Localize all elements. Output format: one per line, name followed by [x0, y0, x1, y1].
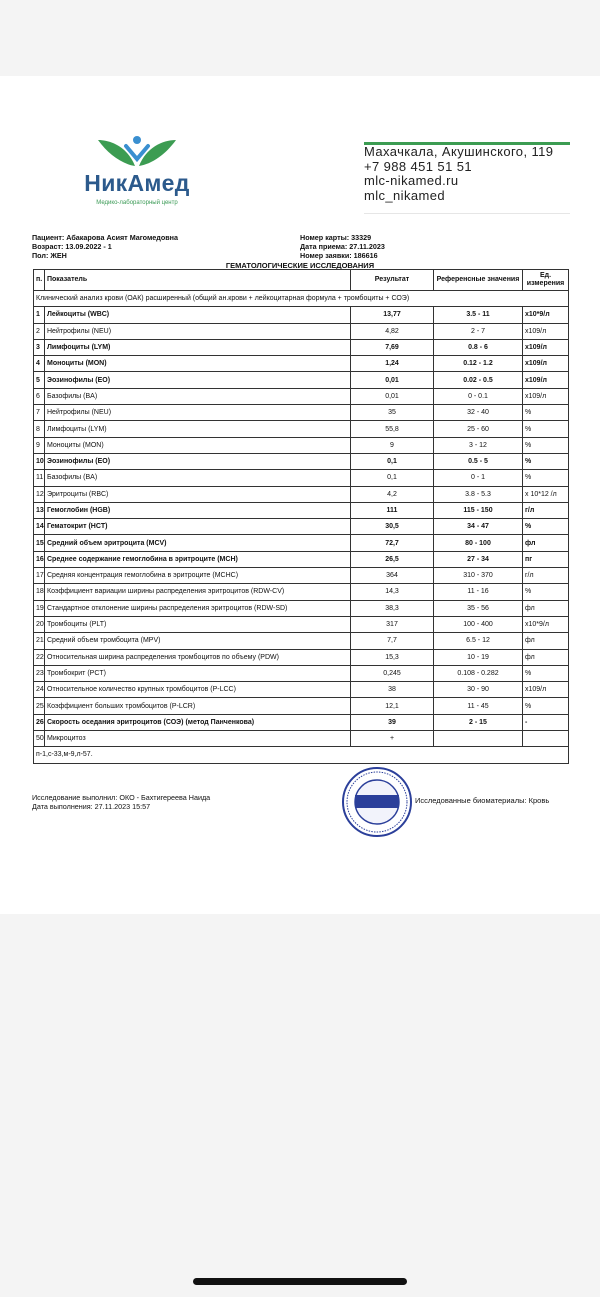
row-unit: % [523, 421, 569, 437]
table-row [34, 437, 569, 453]
row-name: Базофилы (BA) [45, 470, 351, 486]
brand-name: НикАмед [84, 170, 190, 196]
table-row [34, 372, 569, 388]
table-row [34, 731, 569, 747]
row-result: 9 [351, 437, 434, 453]
table-row [34, 633, 569, 649]
table-row [34, 568, 569, 584]
row-result: 0,01 [351, 388, 434, 404]
row-reference: 80 - 100 [434, 535, 523, 551]
row-name: Тромбоциты (PLT) [45, 616, 351, 632]
row-result: 12,1 [351, 698, 434, 714]
row-unit [523, 731, 569, 747]
group-row [34, 291, 569, 307]
patient-name: Пациент: Абакарова Асият Магомедовна [32, 233, 178, 242]
row-name: Моноциты (MON) [45, 437, 351, 453]
row-unit: x10*9/л [523, 616, 569, 632]
row-unit: x109/л [523, 339, 569, 355]
row-number: 6 [34, 388, 45, 404]
row-name: Стандартное отклонение ширины распределения эритроцитов (RDW-SD) [45, 600, 351, 616]
header-separator [364, 213, 570, 214]
row-name: Моноциты (MON) [45, 356, 351, 372]
table-row [34, 600, 569, 616]
row-unit: x109/л [523, 682, 569, 698]
patient-info [32, 233, 178, 261]
row-name: Тромбокрит (PCT) [45, 665, 351, 681]
row-result: 0,1 [351, 470, 434, 486]
table-row [34, 470, 569, 486]
row-reference: 0.5 - 5 [434, 453, 523, 469]
row-unit: % [523, 405, 569, 421]
patient-age: Возраст: 13.09.2022 - 1 [32, 242, 112, 252]
row-number: 24 [34, 682, 45, 698]
row-name: Микроцитоз [45, 731, 351, 747]
table-row [34, 584, 569, 600]
table-row [34, 421, 569, 437]
row-number: 21 [34, 633, 45, 649]
row-result: 111 [351, 502, 434, 518]
row-reference: 0 - 0.1 [434, 388, 523, 404]
row-number: 22 [34, 649, 45, 665]
row-unit: фл [523, 535, 569, 551]
row-reference: 35 - 56 [434, 600, 523, 616]
row-result: 317 [351, 616, 434, 632]
row-unit: % [523, 437, 569, 453]
row-number: 2 [34, 323, 45, 339]
row-reference: 3.8 - 5.3 [434, 486, 523, 502]
row-name: Коэффициент вариации ширины распределения эритроцитов (RDW-CV) [45, 584, 351, 600]
table-row [34, 453, 569, 469]
row-result: + [351, 731, 434, 747]
col-header-unit: Ед. измерения [523, 270, 569, 291]
row-name: Нейтрофилы (NEU) [45, 405, 351, 421]
row-unit: x109/л [523, 356, 569, 372]
row-result: 72,7 [351, 535, 434, 551]
table-row [34, 714, 569, 730]
row-reference: 0.12 - 1.2 [434, 356, 523, 372]
table-row [34, 665, 569, 681]
row-result: 364 [351, 568, 434, 584]
table-row [34, 339, 569, 355]
table-row [34, 307, 569, 323]
row-result: 1,24 [351, 356, 434, 372]
row-result: 4,82 [351, 323, 434, 339]
row-reference: 2 - 15 [434, 714, 523, 730]
row-result: 14,3 [351, 584, 434, 600]
visit-date: Дата приема: 27.11.2023 [300, 242, 385, 252]
row-result: 38 [351, 682, 434, 698]
row-name: Гематокрит (HCT) [45, 519, 351, 535]
row-name: Среднее содержание гемоглобина в эритроците (MCH) [45, 551, 351, 567]
row-result: 55,8 [351, 421, 434, 437]
patient-sex: Пол: ЖЕН [32, 251, 67, 261]
row-result: 13,77 [351, 307, 434, 323]
row-unit: x10*9/л [523, 307, 569, 323]
row-result: 26,5 [351, 551, 434, 567]
row-reference: 0.02 - 0.5 [434, 372, 523, 388]
row-reference: 11 - 16 [434, 584, 523, 600]
note-row [34, 747, 569, 763]
row-number: 15 [34, 535, 45, 551]
row-name: Эритроциты (RBC) [45, 486, 351, 502]
row-unit: % [523, 470, 569, 486]
row-number: 7 [34, 405, 45, 421]
row-unit: фл [523, 600, 569, 616]
table-row [34, 535, 569, 551]
row-number: 5 [34, 372, 45, 388]
bottom-margin [0, 914, 600, 1297]
table-row [34, 323, 569, 339]
row-name: Гемоглобин (HGB) [45, 502, 351, 518]
row-result: 35 [351, 405, 434, 421]
table-row [34, 405, 569, 421]
row-number: 20 [34, 616, 45, 632]
row-reference: 10 - 19 [434, 649, 523, 665]
group-title: Клинический анализ крови (ОАК) расширенный (общий ан.крови + лейкоцитарная формула + тромбоциты + СОЭ) [34, 291, 569, 307]
col-header-reference: Референсные значения [434, 270, 523, 291]
performer-info [32, 793, 210, 811]
row-result: 30,5 [351, 519, 434, 535]
row-reference [434, 731, 523, 747]
table-row [34, 649, 569, 665]
row-name: Лимфоциты (LYM) [45, 339, 351, 355]
table-row [34, 519, 569, 535]
row-name: Относительное количество крупных тромбоцитов (P-LCC) [45, 682, 351, 698]
row-reference: 0 - 1 [434, 470, 523, 486]
row-result: 39 [351, 714, 434, 730]
row-number: 14 [34, 519, 45, 535]
brand-subtitle: Медико-лабораторный центр [96, 200, 178, 206]
row-unit: - [523, 714, 569, 730]
row-number: 50 [34, 731, 45, 747]
row-reference: 100 - 400 [434, 616, 523, 632]
row-reference: 25 - 60 [434, 421, 523, 437]
row-result: 38,3 [351, 600, 434, 616]
row-number: 12 [34, 486, 45, 502]
biomaterial: Исследованные биоматериалы: Кровь [415, 796, 550, 805]
brand-logo [72, 134, 202, 214]
row-name: Базофилы (BA) [45, 388, 351, 404]
row-number: 13 [34, 502, 45, 518]
row-reference: 3 - 12 [434, 437, 523, 453]
row-unit: x 10*12 /л [523, 486, 569, 502]
table-row [34, 616, 569, 632]
row-number: 17 [34, 568, 45, 584]
row-unit: фл [523, 649, 569, 665]
row-unit: пг [523, 551, 569, 567]
row-number: 9 [34, 437, 45, 453]
row-name: Средний объем эритроцита (MCV) [45, 535, 351, 551]
row-number: 26 [34, 714, 45, 730]
top-margin [0, 0, 600, 76]
table-row [34, 502, 569, 518]
table-row [34, 486, 569, 502]
leaf-figure-icon [72, 134, 202, 174]
row-name: Относительная ширина распределения тромбоцитов по объему (PDW) [45, 649, 351, 665]
table-row [34, 682, 569, 698]
website: mlc-nikamed.ru [364, 173, 459, 188]
row-unit: г/л [523, 502, 569, 518]
row-name: Скорость оседания эритроцитов (СОЭ) (метод Панченкова) [45, 714, 351, 730]
row-number: 1 [34, 307, 45, 323]
lab-report-page [4, 76, 596, 914]
row-number: 25 [34, 698, 45, 714]
row-number: 18 [34, 584, 45, 600]
row-result: 0,1 [351, 453, 434, 469]
row-reference: 115 - 150 [434, 502, 523, 518]
row-unit: г/л [523, 568, 569, 584]
row-reference: 6.5 - 12 [434, 633, 523, 649]
row-unit: % [523, 665, 569, 681]
row-number: 19 [34, 600, 45, 616]
row-name: Эозинофилы (EO) [45, 372, 351, 388]
row-result: 15,3 [351, 649, 434, 665]
row-name: Средний объем тромбоцита (MPV) [45, 633, 351, 649]
col-header-name: Показатель [45, 270, 351, 291]
card-number: Номер карты: 33329 [300, 233, 372, 242]
address: Махачкала, Акушинского, 119 [364, 144, 554, 159]
row-unit: x109/л [523, 372, 569, 388]
section-title: ГЕМАТОЛОГИЧЕСКИЕ ИССЛЕДОВАНИЯ [225, 261, 375, 270]
row-name: Средняя концентрация гемоглобина в эритроците (MCHC) [45, 568, 351, 584]
row-reference: 27 - 34 [434, 551, 523, 567]
order-number: Номер заявки: 186616 [300, 251, 378, 261]
row-reference: 0.8 - 6 [434, 339, 523, 355]
table-row [34, 388, 569, 404]
row-reference: 34 - 47 [434, 519, 523, 535]
row-name: Коэффициент больших тромбоцитов (P-LCR) [45, 698, 351, 714]
row-reference: 310 - 370 [434, 568, 523, 584]
home-indicator[interactable] [193, 1278, 407, 1285]
table-row [34, 698, 569, 714]
row-name: Нейтрофилы (NEU) [45, 323, 351, 339]
row-result: 0,245 [351, 665, 434, 681]
row-result: 7,69 [351, 339, 434, 355]
col-header-result: Результат [351, 270, 434, 291]
table-header-row [34, 270, 569, 291]
row-unit: % [523, 519, 569, 535]
row-number: 11 [34, 470, 45, 486]
row-unit: % [523, 453, 569, 469]
col-header-number: п. [34, 270, 45, 291]
row-unit: x109/л [523, 323, 569, 339]
row-reference: 11 - 45 [434, 698, 523, 714]
table-row [34, 356, 569, 372]
row-unit: % [523, 698, 569, 714]
table-row [34, 551, 569, 567]
instagram: mlc_nikamed [364, 187, 445, 203]
row-reference: 32 - 40 [434, 405, 523, 421]
row-number: 8 [34, 421, 45, 437]
performed-by: Исследование выполнил: ОКО - Бахтигереева Наида [32, 793, 211, 802]
row-number: 16 [34, 551, 45, 567]
row-number: 4 [34, 356, 45, 372]
row-reference: 3.5 - 11 [434, 307, 523, 323]
results-table [33, 269, 569, 764]
row-name: Эозинофилы (EO) [45, 453, 351, 469]
row-number: 10 [34, 453, 45, 469]
visit-info [300, 233, 385, 261]
row-result: 4,2 [351, 486, 434, 502]
phone: +7 988 451 51 51 [364, 158, 472, 174]
performed-date: Дата выполнения: 27.11.2023 15:57 [32, 802, 151, 811]
row-unit: % [523, 584, 569, 600]
row-reference: 0.108 - 0.282 [434, 665, 523, 681]
row-unit: x109/л [523, 388, 569, 404]
row-result: 7,7 [351, 633, 434, 649]
row-number: 23 [34, 665, 45, 681]
row-reference: 2 - 7 [434, 323, 523, 339]
row-reference: 30 - 90 [434, 682, 523, 698]
clinic-stamp-icon [341, 766, 413, 838]
row-name: Лейкоциты (WBC) [45, 307, 351, 323]
row-unit: фл [523, 633, 569, 649]
note-text: п-1,с-33,м-9,л-57. [34, 747, 569, 763]
row-result: 0,01 [351, 372, 434, 388]
row-name: Лимфоциты (LYM) [45, 421, 351, 437]
row-number: 3 [34, 339, 45, 355]
